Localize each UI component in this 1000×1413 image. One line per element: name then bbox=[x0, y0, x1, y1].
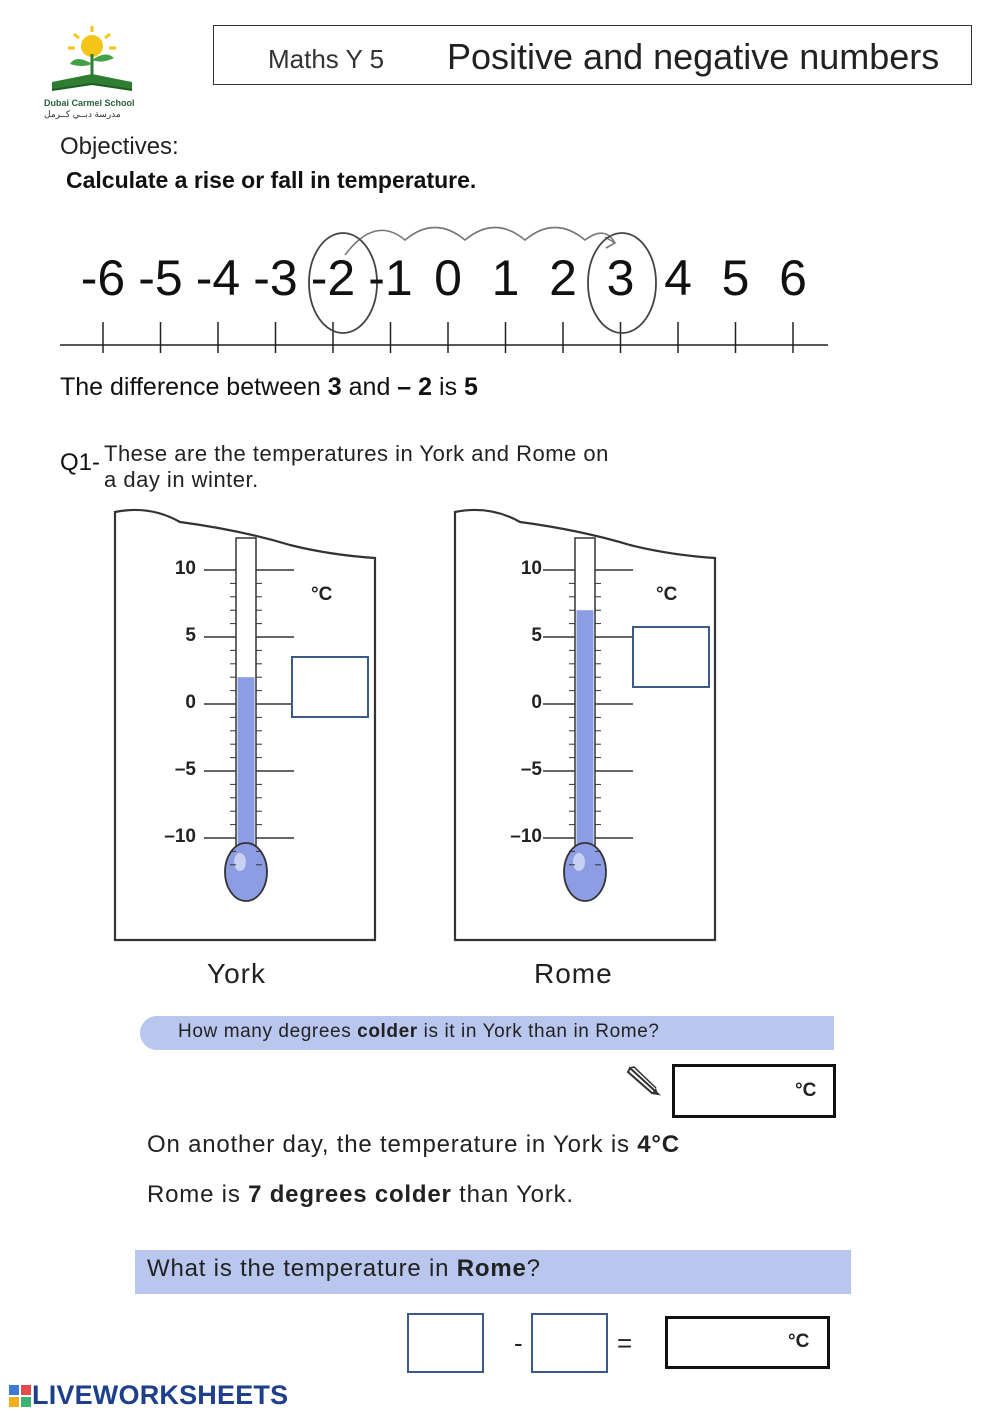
rome-scale-label: 5 bbox=[531, 625, 542, 646]
rome-mercury bbox=[577, 610, 594, 852]
york-bulb-highlight bbox=[234, 853, 246, 871]
school-name-arabic: مدرسة دبــي كــرمل bbox=[44, 109, 121, 119]
equation-result-unit: °C bbox=[788, 1331, 810, 1352]
york-scale-label: 0 bbox=[185, 692, 196, 713]
york-answer-box[interactable] bbox=[291, 656, 369, 718]
number-line-label: -5 bbox=[138, 250, 183, 306]
york-label: York bbox=[207, 958, 267, 989]
equation-input-1[interactable] bbox=[407, 1313, 484, 1373]
rome-unit-label: °C bbox=[656, 584, 678, 605]
liveworksheets-logo-icon bbox=[8, 1384, 32, 1408]
number-line-label: 0 bbox=[434, 250, 462, 306]
question-rome-temperature: What is the temperature in Rome? bbox=[147, 1255, 541, 1282]
number-line-label: -2 bbox=[310, 250, 356, 306]
equals-sign: = bbox=[617, 1328, 633, 1358]
number-line-label: -4 bbox=[195, 250, 241, 306]
rome-scale-label: –5 bbox=[520, 759, 542, 780]
footer-brand: LIVEWORKSHEETS bbox=[32, 1380, 289, 1410]
york-scale-label: 10 bbox=[174, 558, 196, 579]
paragraph-line1: On another day, the temperature in York is 4°C bbox=[147, 1131, 680, 1158]
rome-scale-label: 10 bbox=[520, 558, 542, 579]
rome-scale-label: 0 bbox=[531, 692, 542, 713]
page-title: Positive and negative numbers bbox=[447, 36, 940, 77]
number-line-label: 4 bbox=[664, 250, 692, 306]
york-scale-label: –5 bbox=[174, 759, 196, 780]
number-line-label: 3 bbox=[606, 250, 635, 306]
number-line-label: 2 bbox=[549, 250, 577, 306]
york-scale-label: 5 bbox=[185, 625, 196, 646]
number-line-label: -1 bbox=[368, 250, 413, 306]
number-line-label: -3 bbox=[253, 250, 298, 306]
rome-bulb-highlight bbox=[573, 853, 585, 871]
q1-label: Q1- bbox=[60, 449, 101, 476]
rome-answer-box[interactable] bbox=[632, 626, 710, 688]
colder-answer-unit: °C bbox=[795, 1080, 817, 1101]
york-mercury bbox=[238, 677, 255, 852]
equation-input-2[interactable] bbox=[531, 1313, 608, 1373]
school-name: Dubai Carmel School bbox=[44, 98, 135, 108]
q1-text: These are the temperatures in York and Rome on a day in winter. bbox=[104, 441, 609, 492]
objective-text: Calculate a rise or fall in temperature. bbox=[66, 167, 477, 193]
minus-sign: - bbox=[514, 1328, 523, 1358]
question-colder: How many degrees colder is it in York than in Rome? bbox=[178, 1021, 660, 1042]
number-line-label: 5 bbox=[721, 250, 750, 306]
header-subject: Maths Y 5 bbox=[268, 44, 385, 74]
number-line-label: -6 bbox=[80, 250, 126, 306]
difference-sentence: The difference between 3 and – 2 is 5 bbox=[60, 373, 478, 401]
number-line-label: 1 bbox=[491, 250, 520, 306]
york-unit-label: °C bbox=[311, 584, 333, 605]
york-scale-label: –10 bbox=[164, 826, 196, 847]
objectives-label: Objectives: bbox=[60, 133, 179, 160]
rome-scale-label: –10 bbox=[510, 826, 542, 847]
number-line-label: 6 bbox=[779, 250, 807, 306]
paragraph-line2: Rome is 7 degrees colder than York. bbox=[147, 1181, 574, 1208]
pencil-icon bbox=[626, 1064, 662, 1098]
rome-label: Rome bbox=[534, 958, 613, 989]
